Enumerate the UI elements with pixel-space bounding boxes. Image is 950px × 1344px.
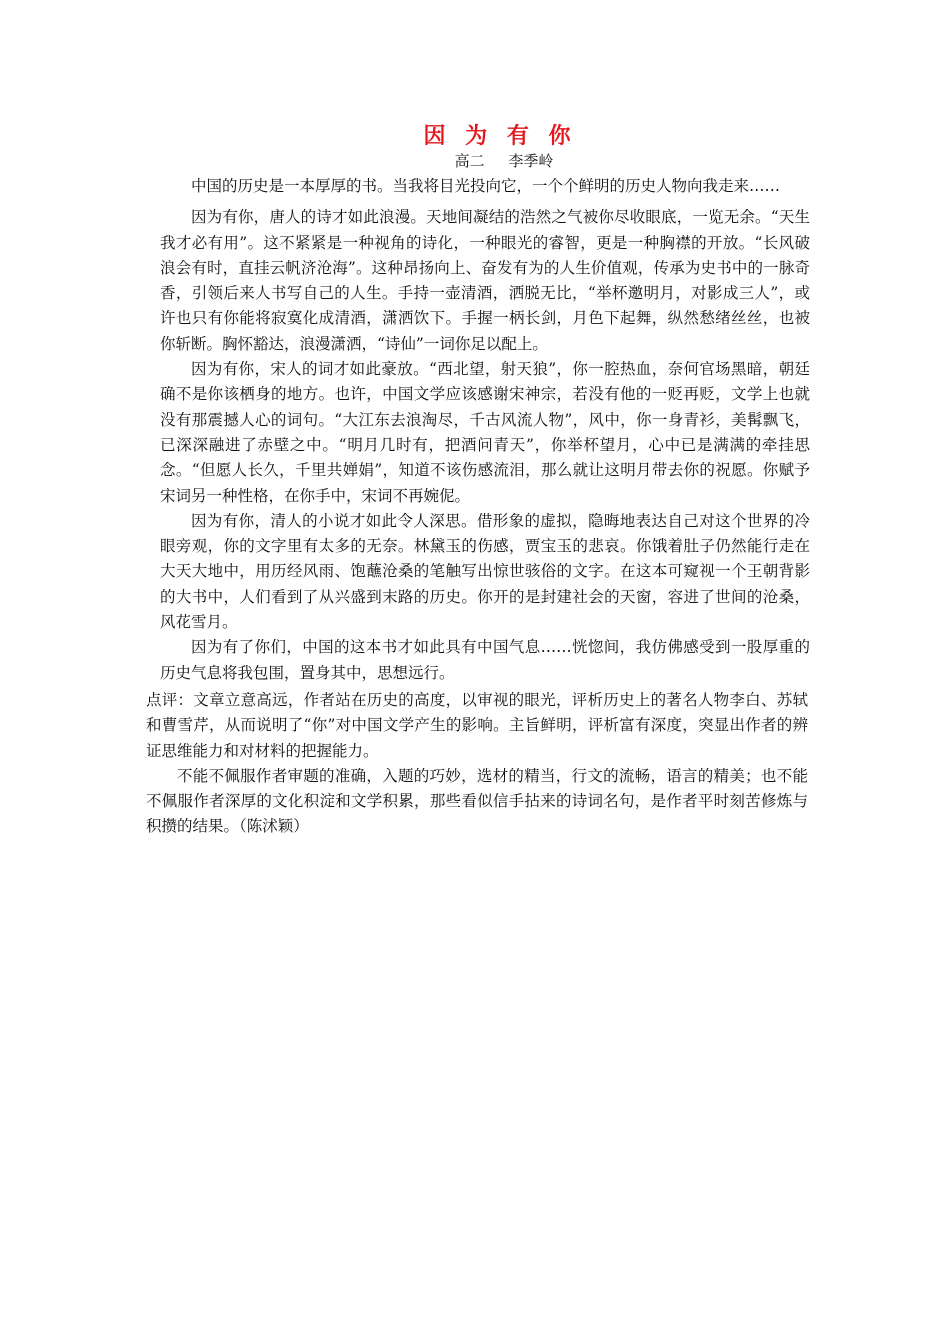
paragraph-song-ci: 因为有你，宋人的词才如此豪放。“西北望，射天狼”，你一腔热血，奈何官场黑暗，朝廷确不是你该栖身的地方。也许，中国文学应该感谢宋神宗，若没有他的一贬再贬，文学上也就没有那震撼人心的词句。“大江东去浪淘尽，千古风流人物”，风中，你一身青衫，美髯飘飞，已深深融进了赤壁之中。“明月几时有，把酒问青天”，你举杯望月，心中已是满满的牵挂思念。“但愿人长久，千里共婵娟”，知道不该伤感流泪，那么就让这明月带去你的祝愿。你赋予宋词另一种性格，在你手中，宋词不再婉伲。: [160, 360, 810, 505]
paragraph-tang-poetry: 因为有你，唐人的诗才如此浪漫。天地间凝结的浩然之气被你尽收眼底，一览无余。“天生我才必有用”。这不紧紧是一种视角的诗化，一种眼光的睿智，更是一种胸襟的开放。“长风破浪会有时，直挂云帆济沧海”。这种昂扬向上、奋发有为的人生价值观，传承为史书中的一脉奇香，引领后来人书写自己的人生。手持一壶清酒，洒脱无比，“举杯邀明月，对影成三人”，或许也只有你能将寂寞化成清酒，潇洒饮下。手握一柄长剑，月色下起舞，纵然愁绪丝丝，也被你斩断。胸怀豁达，浪漫潇洒，“诗仙”一词你足以配上。: [160, 208, 810, 353]
author-byline: 高二 李季岭: [454, 152, 554, 170]
article-body: [146, 124, 810, 840]
paragraph-conclusion: 因为有了你们，中国的这本书才如此具有中国气息……恍惚间，我仿佛感受到一股厚重的历史气息将我包围，置身其中，思想远行。: [160, 638, 810, 682]
teacher-comment-continued: 不能不佩服作者审题的准确，入题的巧妙，选材的精当，行文的流畅，语言的精美；也不能不佩服作者深厚的文化积淀和文学积累，那些看似信手拈来的诗词名句，是作者平时刻苦修炼与积攒的结果。（陈沭颖）: [146, 766, 808, 836]
teacher-comment: 点评：文章立意高远，作者站在历史的高度，以审视的眼光，评析历史上的著名人物李白、苏轼和曹雪芹，从而说明了“你”对中国文学产生的影响。主旨鲜明，评析富有深度，突显出作者的辨证思维能力和对材料的把握能力。: [146, 690, 808, 760]
paragraph-intro: 中国的历史是一本厚厚的书。当我将目光投向它，一个个鲜明的历史人物向我走来……: [191, 177, 781, 195]
article-title: 因 为 有 你: [423, 124, 577, 149]
paragraph-qing-novel: 因为有你，清人的小说才如此令人深思。借形象的虚拟，隐晦地表达自己对这个世界的冷眼旁观，你的文字里有太多的无奈。林黛玉的伤感，贾宝玉的悲哀。你饿着肚子仍然能行走在大天大地中，用历经风雨、饱蘸沧桑的笔触写出惊世骇俗的文字。在这本可窥视一个王朝背影的大书中，人们看到了从兴盛到末路的历史。你开的是封建社会的天窗，容进了世间的沧桑，风花雪月。: [160, 511, 810, 632]
